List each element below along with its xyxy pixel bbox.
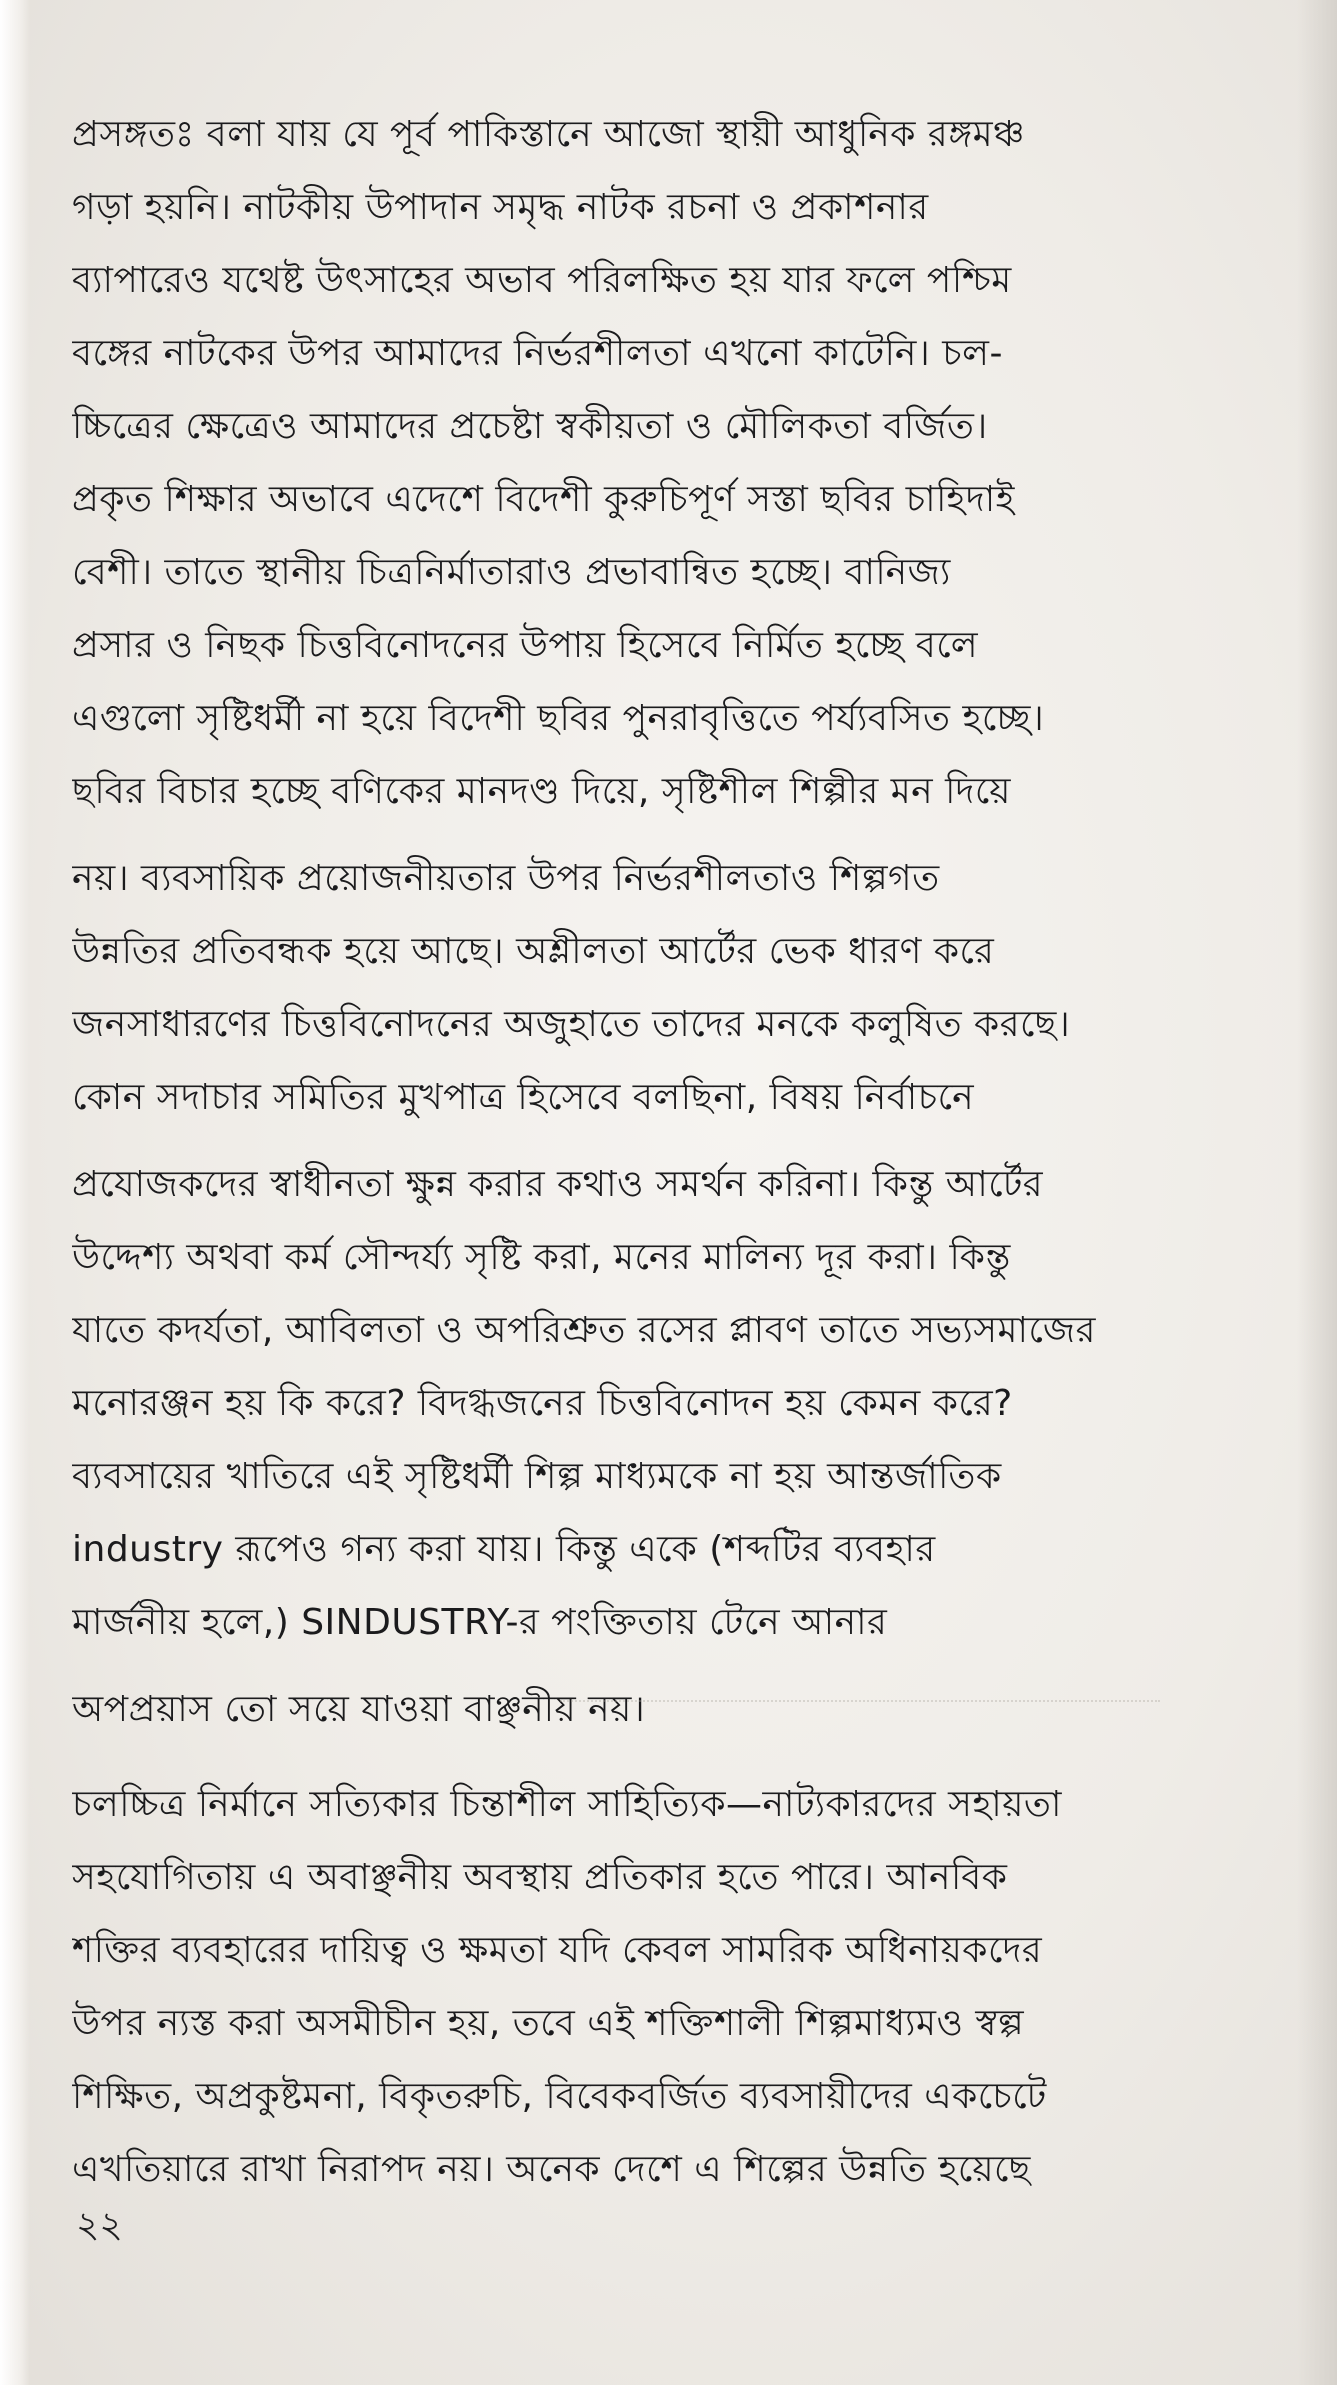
text-line: ব্যাপারেও যথেষ্ট উৎসাহের অভাব পরিলক্ষিত হয় যার ফলে পশ্চিম (72, 260, 1012, 301)
text-line: কোন সদাচার সমিতির মুখপাত্র হিসেবে বলছিনা, বিষয় নির্বাচনে (72, 1077, 975, 1118)
text-line: সহযোগিতায় এ অবাঞ্ছনীয় অবস্থায় প্রতিকার হতে পারে। আনবিক (72, 1857, 1008, 1898)
text-line: গড়া হয়নি। নাটকীয় উপাদান সমৃদ্ধ নাটক রচনা ও প্রকাশনার (72, 187, 929, 228)
text-line: প্রসঙ্গতঃ বলা যায় যে পূর্ব পাকিস্তানে আজো স্থায়ী আধুনিক রঙ্গমঞ্চ (72, 114, 1026, 155)
scan-speckle (560, 1700, 1160, 1704)
text-line: বঙ্গের নাটকের উপর আমাদের নির্ভরশীলতা এখনো কাটেনি। চল- (72, 333, 1003, 374)
text-line: এখতিয়ারে রাখা নিরাপদ নয়। অনেক দেশে এ শিল্পের উন্নতি হয়েছে (72, 2149, 1031, 2190)
text-line: ব্যবসায়ের খাতিরে এই সৃষ্টিধর্মী শিল্প মাধ্যমকে না হয় আন্তর্জাতিক (72, 1456, 1002, 1497)
text-line: ছবির বিচার হচ্ছে বণিকের মানদণ্ড দিয়ে, সৃষ্টিশীল শিল্পীর মন দিয়ে (72, 771, 1011, 812)
text-line: জনসাধারণের চিত্তবিনোদনের অজুহাতে তাদের মনকে কলুষিত করছে। (72, 1004, 1071, 1045)
text-line: শিক্ষিত, অপ্রকুষ্টমনা, বিকৃতরুচি, বিবেকবর্জিত ব্যবসায়ীদের একচেটে (72, 2076, 1047, 2117)
text-line: চ্চিত্রের ক্ষেত্রেও আমাদের প্রচেষ্টা স্বকীয়তা ও মৌলিকতা বর্জিত। (72, 406, 988, 447)
text-line: প্রযোজকদের স্বাধীনতা ক্ষুন্ন করার কথাও সমর্থন করিনা। কিন্তু আর্টের (72, 1164, 1044, 1205)
text-line: উদ্দেশ্য অথবা কর্ম সৌন্দর্য্য সৃষ্টি করা, মনের মালিন্য দূর করা। কিন্তু (72, 1237, 1011, 1278)
text-line: বেশী। তাতে স্থানীয় চিত্রনির্মাতারাও প্রভাবান্বিত হচ্ছে। বানিজ্য (72, 552, 951, 593)
text-line: নয়। ব্যবসায়িক প্রয়োজনীয়তার উপর নির্ভরশীলতাও শিল্পগত (72, 858, 940, 899)
text-line: শক্তির ব্যবহারের দায়িত্ব ও ক্ষমতা যদি কেবল সামরিক অধিনায়কদের (72, 1930, 1043, 1971)
text-line: প্রসার ও নিছক চিত্তবিনোদনের উপায় হিসেবে নির্মিত হচ্ছে বলে (72, 625, 979, 666)
text-line: মার্জনীয় হলে,) SINDUSTRY-র পংক্তিতায় টেনে আনার (72, 1602, 888, 1643)
text-line: উপর ন্যস্ত করা অসমীচীন হয়, তবে এই শক্তিশালী শিল্পমাধ্যমও স্বল্প (72, 2003, 1025, 2044)
text-line: মনোরঞ্জন হয় কি করে? বিদগ্ধজনের চিত্তবিনোদন হয় কেমন করে? (72, 1383, 1013, 1424)
text-line: অপপ্রয়াস তো সয়ে যাওয়া বাঞ্ছনীয় নয়। (72, 1689, 646, 1730)
page-edge-left (0, 0, 30, 2385)
page-number: ২২ (76, 2205, 123, 2246)
text-line: যাতে কদর্যতা, আবিলতা ও অপরিশ্রুত রসের প্লাবণ তাতে সভ্যসমাজের (72, 1310, 1096, 1351)
text-line: এগুলো সৃষ্টিধর্মী না হয়ে বিদেশী ছবির পুনরাবৃত্তিতে পর্য্যবসিত হচ্ছে। (72, 698, 1045, 739)
body-text (72, 98, 1272, 2206)
text-line: industry রূপেও গন্য করা যায়। কিন্তু একে (শব্দটির ব্যবহার (72, 1529, 936, 1570)
page-edge-right (1297, 0, 1337, 2385)
paragraph-start-line: চলচ্চিত্র নির্মানে সত্যিকার চিন্তাশীল সাহিত্যিক—নাট্যকারদের সহায়তা (72, 1784, 1062, 1825)
text-line: উন্নতির প্রতিবন্ধক হয়ে আছে। অশ্লীলতা আর্টের ভেক ধারণ করে (72, 931, 995, 972)
text-line: প্রকৃত শিক্ষার অভাবে এদেশে বিদেশী কুরুচিপূর্ণ সস্তা ছবির চাহিদাই (72, 479, 1015, 520)
